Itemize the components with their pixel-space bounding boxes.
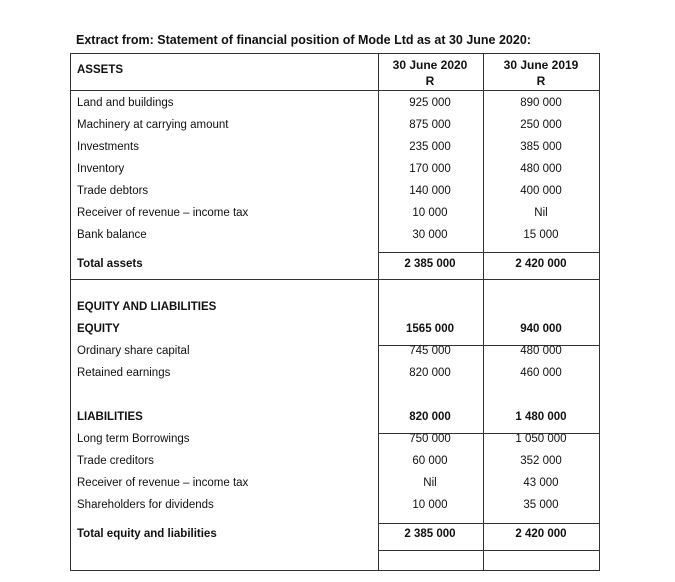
equity-heading: EQUITY [77,323,120,335]
value-2020: 30 000 [412,229,448,241]
subtotal-rule [378,523,599,524]
value-2020: 10 000 [412,499,448,511]
row-label: Bank balance [77,229,147,241]
row-label: Receiver of revenue – income tax [77,477,249,489]
subtotal-rule [378,252,599,253]
column-header-2020 [378,57,482,89]
total-assets-2019: 2 420 000 [515,258,567,270]
header-rule [71,90,599,91]
row-label: Inventory [77,163,125,175]
row-label: Trade creditors [77,455,154,467]
value-2019: 480 000 [520,163,562,175]
value-2020: 60 000 [412,455,448,467]
value-2020: 925 000 [409,97,451,109]
liabilities-heading: LIABILITIES [77,411,143,423]
financial-position-table [70,53,600,571]
equity-liabilities-heading: EQUITY AND LIABILITIES [77,301,217,313]
total-equity-liabilities-label: Total equity and liabilities [77,528,217,540]
value-2020: 170 000 [409,163,451,175]
column-divider [483,54,484,570]
value-2019: 480 000 [520,345,562,357]
total-assets-label: Total assets [77,258,143,270]
value-2019: 43 000 [523,477,559,489]
row-label: Receiver of revenue – income tax [77,207,249,219]
row-label: Ordinary share capital [77,345,190,357]
value-2020: Nil [423,477,437,489]
equity-2019: 940 000 [520,323,562,335]
row-label: Shareholders for dividends [77,499,214,511]
value-2020: 235 000 [409,141,451,153]
total-assets-2020: 2 385 000 [404,258,456,270]
row-label: Trade debtors [77,185,149,197]
row-label: Land and buildings [77,97,174,109]
total-equity-liabilities-2019: 2 420 000 [515,528,567,540]
liabilities-2020: 820 000 [409,411,451,423]
value-2019: Nil [534,207,548,219]
row-label: Retained earnings [77,367,171,379]
column-date: 30 June 2019 [503,58,579,72]
value-2019: 352 000 [520,455,562,467]
column-header-2019 [483,57,599,89]
value-2020: 750 000 [409,433,451,445]
liabilities-2019: 1 480 000 [515,411,567,423]
value-2020: 745 000 [409,345,451,357]
total-assets-rule [71,279,599,280]
value-2020: 820 000 [409,367,451,379]
total-equity-liabilities-2020: 2 385 000 [404,528,456,540]
value-2019: 460 000 [520,367,562,379]
column-unit: R [536,74,546,88]
value-2019: 400 000 [520,185,562,197]
total-rule [378,550,599,551]
row-label: Long term Borrowings [77,433,190,445]
value-2019: 15 000 [523,229,559,241]
value-2019: 250 000 [520,119,562,131]
value-2019: 385 000 [520,141,562,153]
value-2020: 10 000 [412,207,448,219]
page-title: Extract from: Statement of financial position of Mode Ltd as at 30 June 2020: [76,33,531,47]
value-2019: 1 050 000 [515,433,567,445]
column-unit: R [425,74,435,88]
equity-2020: 1565 000 [406,323,454,335]
value-2019: 890 000 [520,97,562,109]
column-date: 30 June 2020 [392,58,468,72]
row-label: Machinery at carrying amount [77,119,229,131]
assets-heading: ASSETS [77,64,124,76]
value-2020: 875 000 [409,119,451,131]
value-2020: 140 000 [409,185,451,197]
row-label: Investments [77,141,139,153]
column-divider [378,54,379,570]
value-2019: 35 000 [523,499,559,511]
